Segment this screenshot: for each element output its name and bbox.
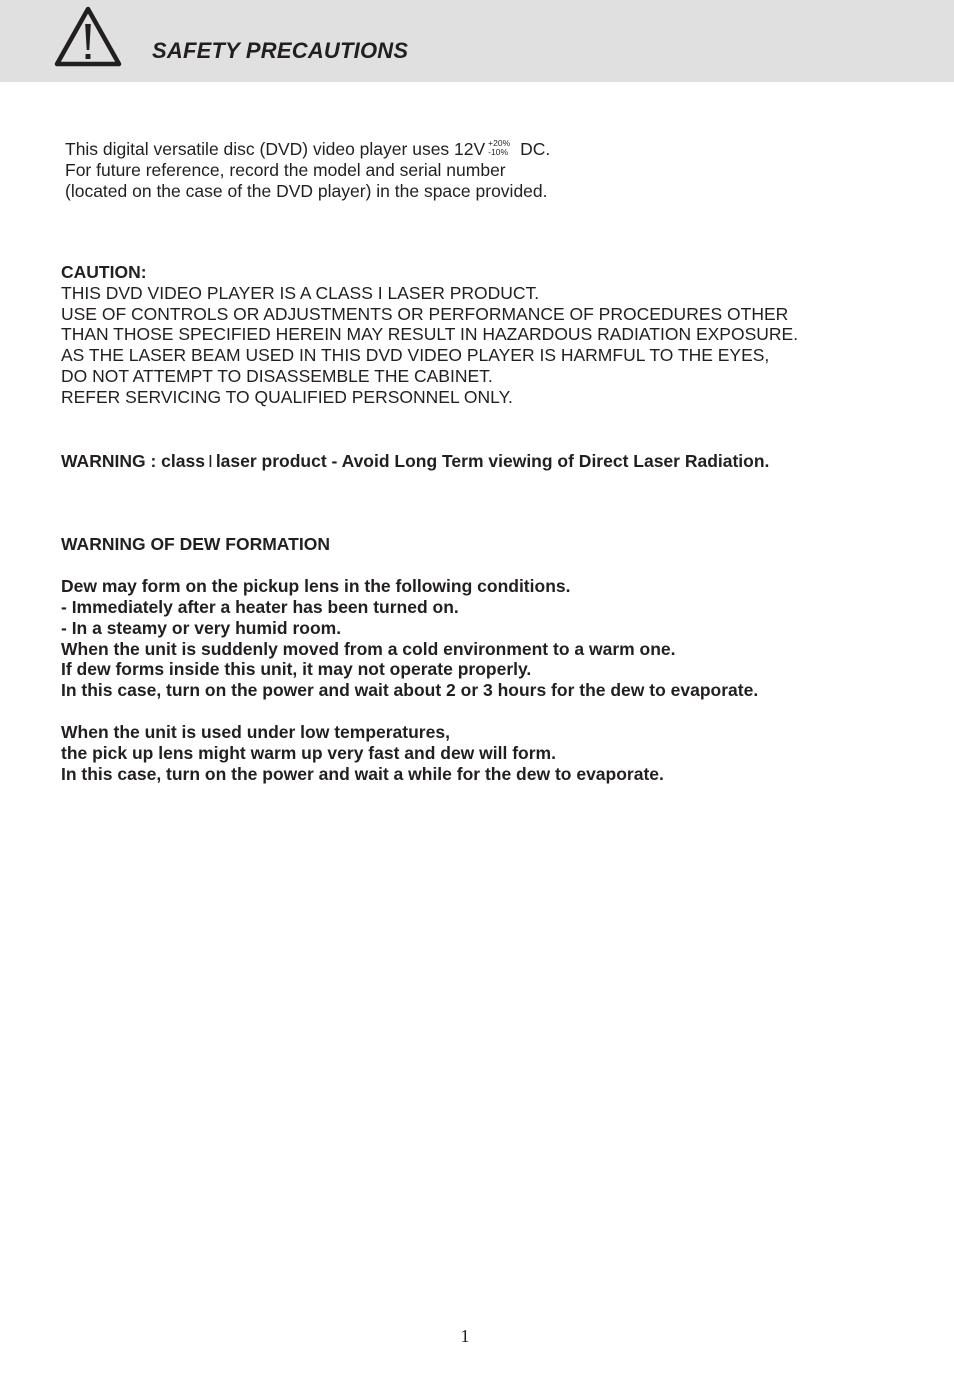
caution-section xyxy=(61,262,798,408)
laser-warning-text: laser product - Avoid Long Term viewing of Direct Laser Radiation. xyxy=(215,451,770,471)
caution-heading: CAUTION: xyxy=(61,262,147,282)
dew-line: Dew may form on the pickup lens in the following conditions. xyxy=(61,575,571,596)
spacer xyxy=(61,555,758,576)
dew-warning-section xyxy=(61,534,758,785)
dew-line: the pick up lens might warm up very fast and dew will form. xyxy=(61,743,556,764)
header-band xyxy=(0,0,954,82)
dew-line: In this case, turn on the power and wait about 2 or 3 hours for the dew to evaporate. xyxy=(61,680,759,701)
dew-line: - In a steamy or very humid room. xyxy=(61,617,342,638)
voltage-tolerance xyxy=(488,139,510,157)
laser-warning-prefix: WARNING : class xyxy=(61,451,205,471)
laser-class-numeral: I xyxy=(207,451,213,471)
tolerance-minus: -10% xyxy=(488,147,509,157)
caution-line: REFER SERVICING TO QUALIFIED PERSONNEL ONLY. xyxy=(61,386,513,407)
page-title: SAFETY PRECAUTIONS xyxy=(152,38,409,63)
dew-line: When the unit is suddenly moved from a cold environment to a warm one. xyxy=(61,638,676,659)
dew-line: When the unit is used under low temperatures, xyxy=(61,722,450,743)
tolerance-plus: +20% xyxy=(488,138,511,148)
intro-line-1 xyxy=(65,139,550,160)
warning-triangle-icon xyxy=(54,6,122,68)
intro-line-2: For future reference, record the model and serial number xyxy=(65,160,506,180)
intro-voltage-text: This digital versatile disc (DVD) video player uses 12V xyxy=(65,139,486,159)
dew-line: In this case, turn on the power and wait a while for the dew to evaporate. xyxy=(61,763,664,784)
dew-heading: WARNING OF DEW FORMATION xyxy=(61,534,330,554)
page-number: 1 xyxy=(460,1326,470,1346)
caution-line: USE OF CONTROLS OR ADJUSTMENTS OR PERFORMANCE OF PROCEDURES OTHER xyxy=(61,303,789,324)
intro-line-3: (located on the case of the DVD player) in the space provided. xyxy=(65,181,548,201)
dew-line: If dew forms inside this unit, it may not operate properly. xyxy=(61,659,532,680)
caution-line: THAN THOSE SPECIFIED HEREIN MAY RESULT IN HAZARDOUS RADIATION EXPOSURE. xyxy=(61,324,799,345)
intro-dc-text: DC. xyxy=(520,139,551,159)
spacer xyxy=(61,701,758,722)
dew-line: - Immediately after a heater has been turned on. xyxy=(61,596,459,617)
caution-line: DO NOT ATTEMPT TO DISASSEMBLE THE CABINET. xyxy=(61,365,493,386)
laser-warning xyxy=(61,451,769,472)
intro-paragraph xyxy=(65,139,550,202)
caution-line: THIS DVD VIDEO PLAYER IS A CLASS I LASER PRODUCT. xyxy=(61,282,540,303)
caution-line: AS THE LASER BEAM USED IN THIS DVD VIDEO PLAYER IS HARMFUL TO THE EYES, xyxy=(61,345,770,366)
